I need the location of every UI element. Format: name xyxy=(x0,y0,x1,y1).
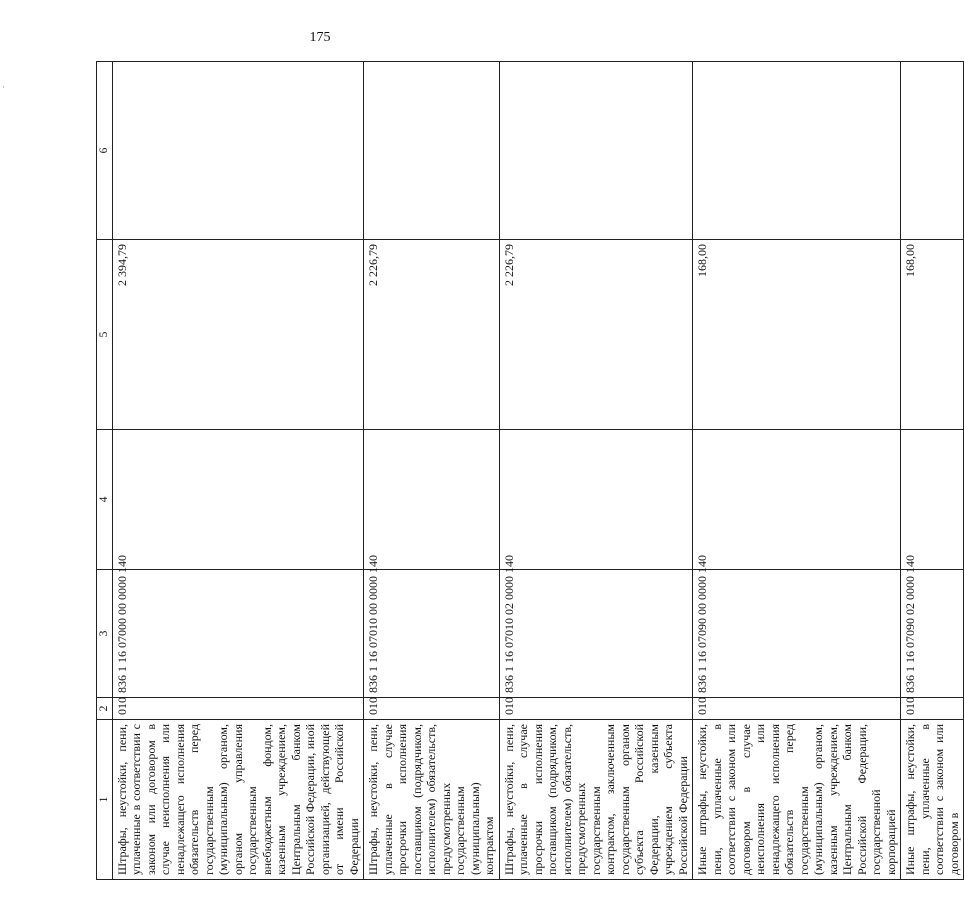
column-header: 5 xyxy=(97,240,113,430)
rotated-table-container xyxy=(96,62,961,880)
row-col6-cell xyxy=(499,62,693,240)
row-kbk-cell: 836 1 16 07010 02 0000 140 xyxy=(499,570,693,698)
row-kbk-cell: 836 1 16 07000 00 0000 140 xyxy=(112,570,364,698)
row-kbk-cell: 836 1 16 07090 00 0000 140 xyxy=(693,570,901,698)
row-name-cell: Штрафы, неустойки, пени, уплаченные в случае просрочки исполнения поставщиком (подрядчиком, исполнителем) обязательств, предусмотренных государственным (муниципальным) контрактом xyxy=(364,720,500,880)
column-header: 3 xyxy=(97,570,113,698)
row-code-cell: 010 xyxy=(364,698,500,720)
table-row xyxy=(693,62,901,880)
row-col4-cell xyxy=(693,430,901,570)
row-amount-cell: 168,00 xyxy=(901,240,964,430)
row-col4-cell xyxy=(364,430,500,570)
column-header: 4 xyxy=(97,430,113,570)
table-row xyxy=(901,62,964,880)
row-amount-cell: 168,00 xyxy=(693,240,901,430)
row-name-cell: Иные штрафы, неустойки, пени, уплаченные в соответствии с законом или договором в xyxy=(901,720,964,880)
row-col4-cell xyxy=(112,430,364,570)
row-name-cell: Иные штрафы, неустойки, пени, уплаченные в соответствии с законом или договором в случае неисполнения или ненадлежащего исполнения обязательств перед государственным (муниципальным) органом, казенным учреждением, Центральным банком Российской Федерации, государственной корпорацией xyxy=(693,720,901,880)
row-col6-cell xyxy=(693,62,901,240)
page-number: 175 xyxy=(309,30,331,45)
column-header: 2 xyxy=(97,698,113,720)
row-amount-cell: 2 226,79 xyxy=(499,240,693,430)
table-row xyxy=(112,62,364,880)
row-kbk-cell: 836 1 16 07010 00 0000 140 xyxy=(364,570,500,698)
column-header: 6 xyxy=(97,62,113,240)
table-row xyxy=(364,62,500,880)
column-header: 1 xyxy=(97,720,113,880)
row-code-cell: 010 xyxy=(112,698,364,720)
row-col6-cell xyxy=(364,62,500,240)
row-code-cell: 010 xyxy=(499,698,693,720)
table-row xyxy=(499,62,693,880)
table-header-row xyxy=(97,62,113,880)
row-amount-cell: 2 394,79 xyxy=(112,240,364,430)
row-amount-cell: 2 226,79 xyxy=(364,240,500,430)
table-frame xyxy=(96,62,961,880)
row-code-cell: 010 xyxy=(693,698,901,720)
row-kbk-cell: 836 1 16 07090 02 0000 140 xyxy=(901,570,964,698)
row-col6-cell xyxy=(901,62,964,240)
row-name-cell: Штрафы, неустойки, пени, уплаченные в соответствии с законом или договором в случае неисполнения или ненадлежащего исполнения обязательств перед государственным (муниципальным) органом, органом управления государственным внебюджетным фондом, казенным учреждением, Центральным банком Российской Федерации, иной организацией, действующей от имени Российской Федерации xyxy=(112,720,364,880)
row-code-cell: 010 xyxy=(901,698,964,720)
row-col4-cell xyxy=(901,430,964,570)
margin-mark: · xyxy=(2,82,5,92)
revenue-table xyxy=(96,61,964,880)
row-name-cell: Штрафы, неустойки, пени, уплаченные в случае просрочки исполнения поставщиком (подрядчиком, исполнителем) обязательств, предусмотренных государственным контрактом, заключенным государственным органом субъекта Российской Федерации, казенным учреждением субъекта Российской Федерации xyxy=(499,720,693,880)
row-col4-cell xyxy=(499,430,693,570)
row-col6-cell xyxy=(112,62,364,240)
